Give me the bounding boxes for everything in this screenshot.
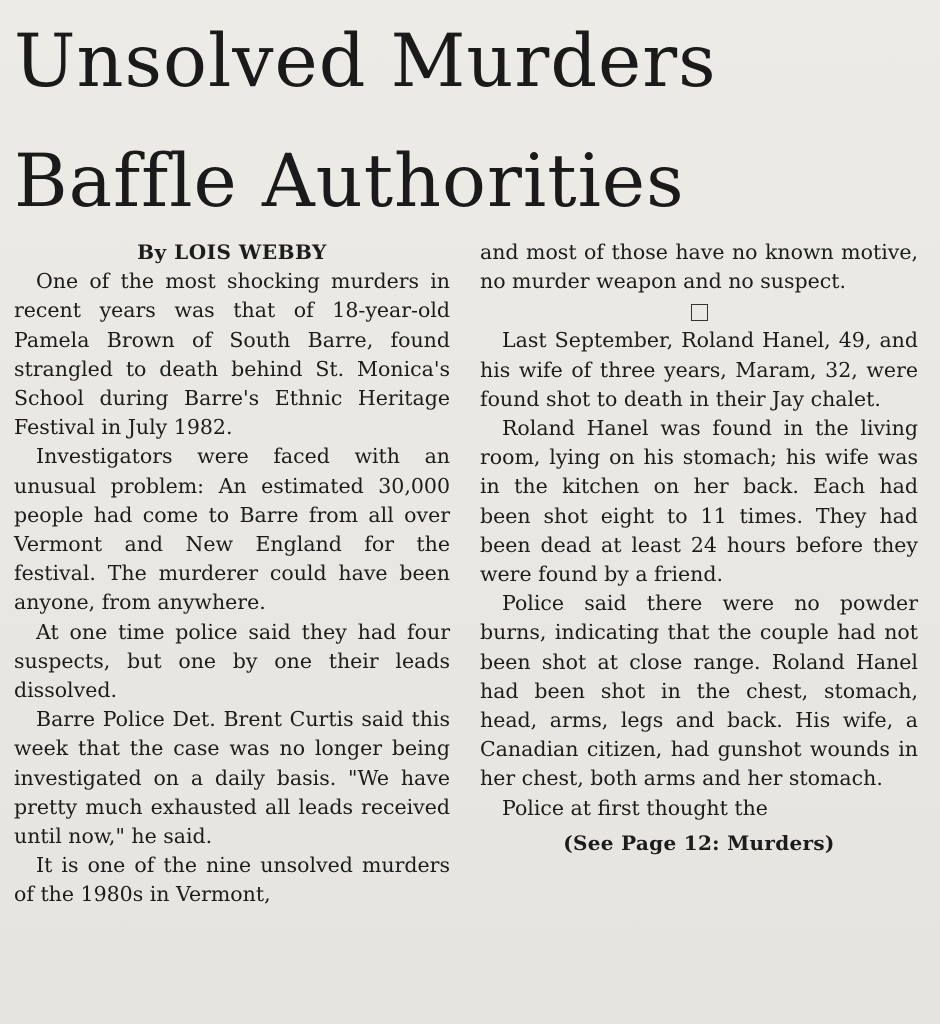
article-paragraph: At one time police said they had four suspects, but one by one their leads dissolved. [14,619,450,703]
section-separator [480,296,918,326]
article-paragraph: It is one of the nine unsolved murders of the 1980s in Vermont, [14,853,450,907]
article-paragraph: Barre Police Det. Brent Curtis said this week that the case was no longer being investigated on a daily basis. "We have pretty much exhausted all leads received until now," he said. [14,707,450,849]
left-column [14,238,450,910]
article-paragraph: Last September, Roland Hanel, 49, and his wife of three years, Maram, 32, were found shot to death in their Jay chalet. [480,328,918,411]
article-paragraph: One of the most shocking murders in recent years was that of 18-year-old Pamela Brown of South Barre, found strangled to death behind St. Monica's School during Barre's Ethnic Heritage Festival in July 1982. [14,269,450,440]
article-paragraph: Police at first thought the [502,795,768,820]
right-column [480,238,918,858]
headline-line-2: Baffle Authorities [14,139,685,224]
article-paragraph: Investigators were faced with an unusual problem: An estimated 30,000 people had come to Barre from all over Vermont and New England for the festival. The murderer could have been anyone, from anywhere. [14,444,450,615]
article-paragraph: Roland Hanel was found in the living room, lying on his stomach; his wife was in the kitchen on her back. Each had been shot eight to 11 times. They had been dead at least 24 hours before they were found by a friend. [480,416,918,587]
byline: By LOIS WEBBY [137,240,327,264]
article-paragraph-continued: and most of those have no known motive, no murder weapon and no suspect. [480,240,918,294]
continuation-jump-line: (See Page 12: Murders) [563,830,835,855]
article-paragraph: Police said there were no powder burns, indicating that the couple had not been shot at close range. Roland Hanel had been shot in the chest, stomach, head, arms, legs and back. His wife, a Canadian citizen, had gunshot wounds in her chest, both arms and her stomach. [480,591,918,791]
headline-line-1: Unsolved Murders [14,19,717,104]
box-icon [691,304,708,321]
